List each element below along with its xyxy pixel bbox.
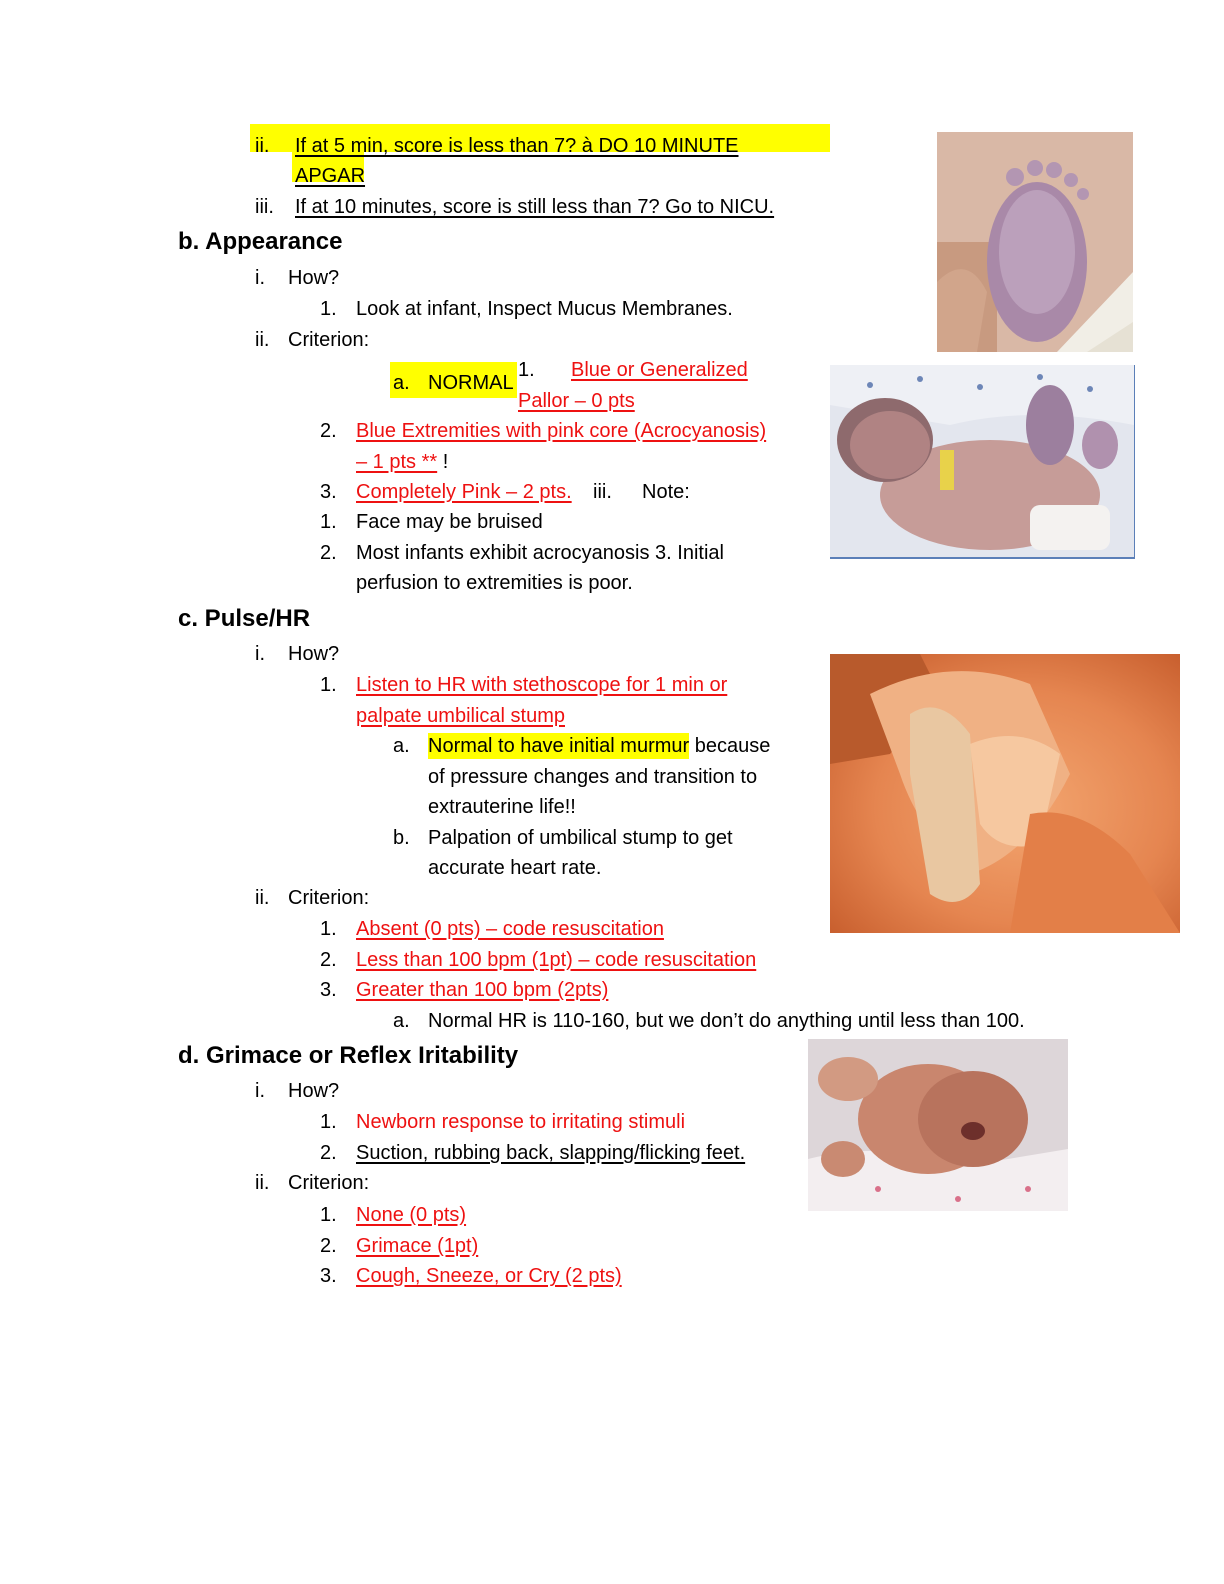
appearance-crit-1-marker: 1. [518,359,535,381]
appearance-note-2: Most infants exhibit acrocyanosis 3. Initial [356,542,724,564]
pulse-criterion-label: Criterion: [288,887,370,909]
appearance-crit-2-cont: – 1 pts ** [356,451,438,473]
pulse-sub-a-marker: a. [393,735,410,757]
appearance-how-label: How? [288,267,340,289]
pulse-how-1-cont: palpate umbilical stump [356,705,565,727]
grimace-how-2: Suction, rubbing back, slapping/flicking feet. [356,1142,746,1164]
appearance-crit-2-marker: 2. [320,420,337,442]
pulse-sub-a-highlight: Normal to have initial murmur [428,735,690,757]
apgar-step-ii-marker: ii. [255,135,270,157]
pulse-crit-3-marker: 3. [320,979,337,1001]
umbilical-stump-photo [830,654,1180,933]
appearance-criterion-marker: ii. [255,329,270,351]
pulse-crit-1-marker: 1. [320,918,337,940]
pulse-sub-a-cont: of pressure changes and transition to [428,766,758,788]
newborn-appearance-photo [830,365,1135,559]
grimace-how-2-marker: 2. [320,1142,337,1164]
pulse-criterion-marker: ii. [255,887,270,909]
pulse-sub-b-marker: b. [393,827,410,849]
appearance-normal-label: NORMAL [428,372,514,394]
pulse-sub-a-rest: because [689,735,771,757]
appearance-criterion-label: Criterion: [288,329,370,351]
pulse-sub-b: Palpation of umbilical stump to get [428,827,733,849]
appearance-note-1-marker: 1. [320,511,337,533]
grimace-criterion-label: Criterion: [288,1172,370,1194]
crying-newborn-photo [808,1039,1068,1211]
appearance-note-2-cont: perfusion to extremities is poor. [356,572,633,594]
grimace-heading: d. Grimace or Reflex Iritability [178,1042,519,1069]
grimace-crit-1: None (0 pts) [356,1204,467,1226]
appearance-how-1: Look at infant, Inspect Mucus Membranes. [356,298,733,320]
appearance-crit-3: Completely Pink – 2 pts. [356,481,572,503]
grimace-crit-2: Grimace (1pt) [356,1235,479,1257]
appearance-crit-3-marker: 3. [320,481,337,503]
pulse-sub-b-cont: accurate heart rate. [428,857,602,879]
grimace-crit-2-marker: 2. [320,1235,337,1257]
appearance-heading: b. Appearance [178,228,343,255]
pulse-crit-3a: Normal HR is 110-160, but we don’t do anything until less than 100. [428,1010,1025,1032]
apgar-step-iii-marker: iii. [255,196,274,218]
pulse-how-marker: i. [255,643,265,665]
apgar-step-ii-text: If at 5 min, score is less than 7? à DO 10 MINUTE [295,135,739,157]
grimace-crit-3: Cough, Sneeze, or Cry (2 pts) [356,1265,622,1287]
pulse-how-label: How? [288,643,340,665]
pulse-crit-1: Absent (0 pts) – code resuscitation [356,918,664,940]
pulse-crit-2: Less than 100 bpm (1pt) – code resuscitation [356,949,757,971]
pulse-heading: c. Pulse/HR [178,605,311,632]
appearance-note-marker: iii. [593,481,612,503]
appearance-crit-2-exclaim: ! [442,451,449,473]
appearance-crit-2: Blue Extremities with pink core (Acrocyanosis) [356,420,767,442]
pulse-sub-a-line [428,733,770,759]
grimace-how-label: How? [288,1080,340,1102]
pulse-crit-3a-marker: a. [393,1010,410,1032]
apgar-step-iii-text: If at 10 minutes, score is still less than 7? Go to NICU. [295,196,775,218]
appearance-crit-1: Blue or Generalized [571,359,748,381]
grimace-crit-1-marker: 1. [320,1204,337,1226]
grimace-how-1-marker: 1. [320,1111,337,1133]
appearance-how-marker: i. [255,267,265,289]
apgar-step-ii-text-cont: APGAR [295,165,366,187]
appearance-how-1-marker: 1. [320,298,337,320]
grimace-how-1: Newborn response to irritating stimuli [356,1111,686,1133]
pulse-how-1: Listen to HR with stethoscope for 1 min or [356,674,728,696]
grimace-crit-3-marker: 3. [320,1265,337,1287]
appearance-note-label: Note: [642,481,690,503]
pulse-crit-3: Greater than 100 bpm (2pts) [356,979,609,1001]
appearance-note-1: Face may be bruised [356,511,543,533]
grimace-criterion-marker: ii. [255,1172,270,1194]
pulse-crit-2-marker: 2. [320,949,337,971]
pulse-sub-a-cont-2: extrauterine life!! [428,796,576,818]
grimace-how-marker: i. [255,1080,265,1102]
appearance-crit-1-cont: Pallor – 0 pts [518,390,635,412]
infant-foot-photo [937,132,1133,352]
pulse-how-1-marker: 1. [320,674,337,696]
appearance-normal-marker: a. [393,372,410,394]
appearance-note-2-marker: 2. [320,542,337,564]
appearance-crit-2-cont-line [356,449,448,475]
